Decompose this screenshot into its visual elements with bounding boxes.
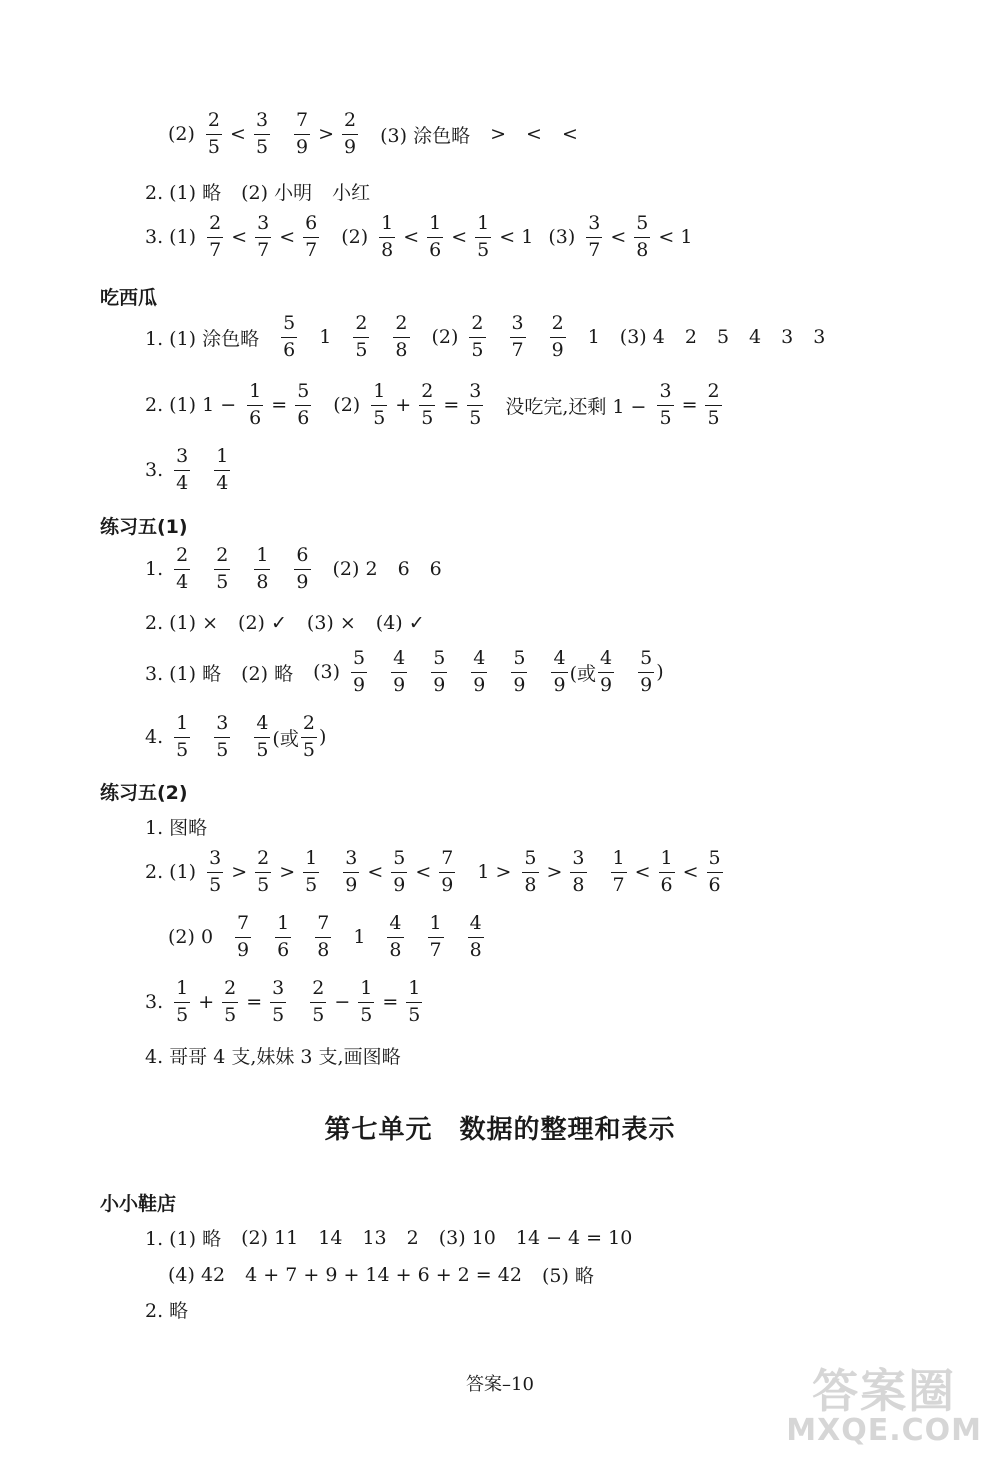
fraction: $\frac{2}{5}$: [312, 977, 325, 1026]
answer-value: 1: [319, 326, 332, 349]
fraction: $\frac{3}{7}$: [588, 212, 601, 261]
fraction: $\frac{5}{8}$: [636, 212, 649, 261]
fraction: $\frac{4}{8}$: [389, 912, 402, 961]
fraction: $\frac{1}{8}$: [381, 212, 394, 261]
answer-text: (4) ✓: [375, 612, 425, 634]
operator: >: [318, 123, 335, 146]
fraction: $\frac{3}{5}$: [216, 712, 229, 761]
answer-value: 1: [353, 926, 366, 949]
fraction: $\frac{5}{6}$: [708, 847, 721, 896]
answer-line: [145, 178, 370, 205]
operator: <: [279, 226, 296, 249]
answer-line: [145, 978, 424, 1027]
fraction: $\frac{4}{8}$: [469, 912, 482, 961]
operator: −: [334, 991, 351, 1014]
fraction: $\frac{5}{8}$: [524, 847, 537, 896]
operator: <: [682, 861, 699, 884]
answer-text: (2) 2: [332, 558, 378, 581]
fraction: $\frac{3}{9}$: [345, 847, 358, 896]
item-number: 3.: [145, 991, 164, 1014]
operator: =: [246, 991, 263, 1014]
answer-text: (2) ✓: [238, 612, 287, 634]
answer-value: 3: [781, 326, 794, 349]
section-heading: 吃西瓜: [100, 287, 158, 309]
item-number: 4.: [145, 726, 164, 749]
fraction: $\frac{1}{8}$: [256, 544, 269, 593]
fraction: $\frac{3}{5}$: [272, 977, 285, 1026]
fraction: $\frac{3}{8}$: [572, 847, 585, 896]
answer-line: [145, 446, 232, 495]
fraction: $\frac{7}{9}$: [296, 109, 309, 158]
item-number: (3): [548, 226, 576, 249]
fraction: $\frac{1}{6}$: [429, 212, 442, 261]
answer-line: [145, 612, 425, 634]
operator: =: [443, 394, 460, 417]
operator: <: [403, 226, 420, 249]
item-number: (3): [313, 661, 341, 684]
fraction: $\frac{3}{5}$: [659, 380, 672, 429]
operator: < 1: [658, 226, 693, 249]
fraction: $\frac{4}{5}$: [256, 712, 269, 761]
fraction: $\frac{6}{7}$: [305, 212, 318, 261]
answer-text: 1. (1) 涂色略: [145, 327, 260, 350]
answer-text: 小红: [332, 182, 371, 204]
fraction: $\frac{5}{6}$: [283, 312, 296, 361]
operator: >: [546, 861, 563, 884]
operator: <: [634, 861, 651, 884]
answer-value: 13: [362, 1226, 387, 1249]
answer-line: [145, 713, 326, 762]
fraction: $\frac{5}{9}$: [640, 647, 653, 696]
item-number: 3. (1): [145, 226, 197, 249]
page-footer: 答案–10: [466, 1374, 534, 1395]
fraction: $\frac{1}{5}$: [176, 977, 189, 1026]
fraction: $\frac{2}{5}$: [224, 977, 237, 1026]
fraction: $\frac{2}{9}$: [344, 109, 357, 158]
operator: <: [561, 123, 578, 146]
fraction: $\frac{7}{9}$: [237, 912, 250, 961]
operator: <: [526, 123, 542, 146]
answer-line: [145, 1224, 632, 1251]
answer-text: 2. (1) ×: [145, 612, 219, 634]
equation: 14 − 4 = 10: [515, 1226, 633, 1249]
fraction: $\frac{3}{7}$: [511, 312, 524, 361]
operator: >: [231, 861, 248, 884]
answer-value: 6: [429, 558, 442, 581]
equation: 4 + 7 + 9 + 14 + 6 + 2 = 42: [245, 1263, 522, 1286]
fraction: $\frac{1}{5}$: [477, 212, 490, 261]
fraction: $\frac{1}{6}$: [249, 380, 262, 429]
answer-value: 2: [684, 326, 697, 349]
answer-text: 1. (1) 略: [145, 1228, 222, 1250]
answer-line: [145, 313, 825, 362]
operator: +: [395, 394, 412, 417]
answer-text: (5) 略: [541, 1265, 594, 1287]
item-number: (2): [431, 326, 459, 349]
fraction: $\frac{2}{5}$: [355, 312, 368, 361]
operator: >: [490, 123, 507, 146]
answer-text: 2. (1) 1 −: [145, 394, 237, 417]
fraction: $\frac{2}{7}$: [209, 212, 222, 261]
answer-text: 1 >: [477, 861, 512, 884]
answer-text: 1. 图略: [145, 817, 208, 839]
fraction: $\frac{1}{5}$: [408, 977, 421, 1026]
operator: <: [451, 226, 468, 249]
fraction: $\frac{3}{7}$: [257, 212, 270, 261]
fraction: $\frac{2}{5}$: [302, 712, 315, 761]
watermark-text: 答案圈: [812, 1364, 957, 1418]
answer-line: [145, 381, 724, 430]
fraction: $\frac{5}{9}$: [513, 647, 526, 696]
answer-line: [145, 848, 725, 897]
answer-text: (2) 11: [241, 1226, 299, 1249]
answer-text: 2. 略: [145, 1300, 189, 1322]
operator: +: [198, 991, 215, 1014]
answer-value: 14: [318, 1226, 343, 1249]
fraction: $\frac{2}{5}$: [257, 847, 270, 896]
watermark-url: MXQE.COM: [786, 1413, 982, 1448]
answer-line: [145, 1042, 401, 1069]
fraction: $\frac{2}{5}$: [707, 380, 720, 429]
section-heading: 练习五(1): [100, 516, 188, 538]
answer-value: 1: [587, 326, 600, 349]
answer-text: (2) 0: [168, 926, 214, 949]
answer-text: 4. 哥哥 4 支,妹妹 3 支,画图略: [145, 1046, 401, 1068]
operator: =: [681, 394, 698, 417]
operator: <: [231, 226, 248, 249]
answer-text: (3) 10: [438, 1226, 496, 1249]
operator: <: [415, 861, 432, 884]
answer-text: (4) 42: [168, 1263, 226, 1286]
watermark-logo: [786, 1364, 982, 1448]
answer-value: 4: [749, 326, 762, 349]
answer-value: 3: [813, 326, 826, 349]
answer-line: [168, 1261, 594, 1288]
answer-text: ): [318, 726, 327, 749]
fraction: $\frac{5}{9}$: [433, 647, 446, 696]
fraction: $\frac{4}{9}$: [553, 647, 566, 696]
answer-line: [168, 110, 578, 159]
fraction: $\frac{5}{6}$: [297, 380, 310, 429]
answer-line: [145, 545, 442, 594]
operator: =: [382, 991, 399, 1014]
fraction: $\frac{1}{6}$: [277, 912, 290, 961]
answer-text: (2) 小明: [241, 182, 313, 204]
fraction: $\frac{2}{5}$: [207, 109, 221, 158]
fraction: $\frac{4}{9}$: [393, 647, 406, 696]
operator: <: [367, 861, 384, 884]
fraction: $\frac{2}{5}$: [216, 544, 229, 593]
answer-text: (或: [272, 727, 299, 750]
item-number: (2): [168, 123, 195, 146]
operator: <: [610, 226, 627, 249]
fraction: $\frac{5}{9}$: [353, 647, 366, 696]
answer-text: 3. (1) 略: [145, 662, 222, 685]
fraction: $\frac{2}{5}$: [421, 380, 434, 429]
answer-line: [145, 1296, 188, 1323]
fraction: $\frac{1}{6}$: [660, 847, 673, 896]
fraction: $\frac{1}{5}$: [305, 847, 318, 896]
answer-line: [145, 648, 664, 697]
fraction: $\frac{2}{5}$: [471, 312, 484, 361]
answer-text: 没吃完,还剩 1 −: [505, 395, 647, 418]
fraction: $\frac{1}{5}$: [360, 977, 373, 1026]
answer-text: (3) 4: [619, 326, 665, 349]
fraction: $\frac{6}{9}$: [296, 544, 309, 593]
answer-line: [168, 913, 486, 962]
answer-line: [145, 813, 207, 840]
fraction: $\frac{3}{5}$: [255, 109, 269, 158]
fraction: $\frac{2}{9}$: [551, 312, 564, 361]
item-number: 2. (1): [145, 861, 197, 884]
fraction: $\frac{7}{8}$: [317, 912, 330, 961]
item-number: 1.: [145, 558, 164, 581]
answer-text: (3) ×: [306, 612, 356, 634]
fraction: $\frac{4}{9}$: [473, 647, 486, 696]
operator: < 1: [499, 226, 534, 249]
operator: >: [279, 861, 296, 884]
unit-title: 第七单元 数据的整理和表示: [324, 1115, 676, 1145]
fraction: $\frac{1}{7}$: [429, 912, 442, 961]
item-number: 3.: [145, 459, 164, 482]
operator: <: [230, 123, 246, 146]
fraction: $\frac{1}{4}$: [216, 445, 229, 494]
answer-value: 6: [397, 558, 410, 581]
answer-text: 2. (1) 略: [145, 182, 222, 204]
fraction: $\frac{1}{7}$: [612, 847, 625, 896]
fraction: $\frac{2}{4}$: [176, 544, 189, 593]
fraction: $\frac{4}{9}$: [600, 647, 613, 696]
answer-text: (3) 涂色略: [380, 124, 471, 147]
fraction: $\frac{3}{5}$: [209, 847, 222, 896]
operator: =: [271, 394, 288, 417]
fraction: $\frac{3}{4}$: [176, 445, 189, 494]
answer-text: (2) 略: [241, 662, 294, 685]
fraction: $\frac{7}{9}$: [441, 847, 454, 896]
fraction: $\frac{3}{5}$: [469, 380, 482, 429]
answer-value: 2: [406, 1226, 419, 1249]
item-number: (2): [341, 226, 369, 249]
fraction: $\frac{1}{5}$: [176, 712, 189, 761]
item-number: (2): [333, 394, 361, 417]
fraction: $\frac{1}{5}$: [373, 380, 386, 429]
section-heading: 小小鞋店: [100, 1193, 177, 1215]
section-heading: 练习五(2): [100, 782, 188, 804]
fraction: $\frac{2}{8}$: [395, 312, 408, 361]
answer-text: ): [656, 661, 664, 684]
answer-value: 5: [716, 326, 730, 349]
fraction: $\frac{5}{9}$: [393, 847, 406, 896]
answer-text: (或: [569, 662, 596, 685]
answer-line: [145, 213, 698, 262]
